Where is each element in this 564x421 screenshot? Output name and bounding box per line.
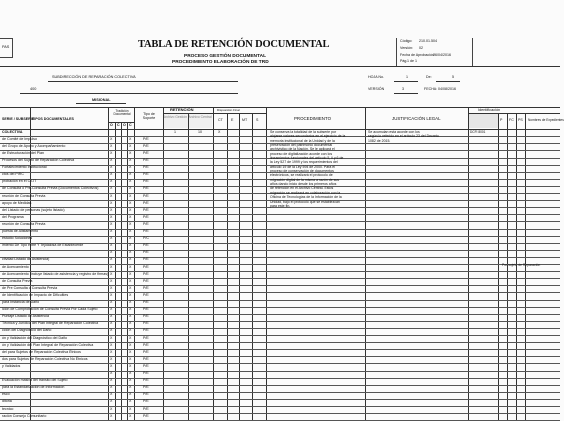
procedimiento-line: migración se realizará en colaboración con la (270, 190, 341, 195)
row-trad-copy: X (129, 371, 132, 376)
retention-central-value: 10 (198, 130, 202, 134)
ident-sub-ps: PS (518, 118, 523, 122)
col-header-tipos: TIPOS DOCUMENTALES (32, 117, 74, 121)
row-document-type: COLECTIVA (2, 129, 23, 134)
row-trad-copy: X (129, 221, 132, 226)
trad-sub-c1: C (117, 123, 120, 127)
de-value: 5 (452, 75, 454, 79)
row-trad-original: X (110, 406, 113, 411)
row-support-type: P/E (143, 406, 149, 411)
row-trad-original: X (110, 356, 113, 361)
ident-convivir-value: DCFI 8001 (470, 130, 486, 134)
disp-sub-e: E (231, 118, 234, 122)
row-support-type: P/E (143, 385, 149, 390)
version-label: VERSIÓN (368, 87, 385, 91)
procedimiento-line: Se conserva la totalidad de la subserie por (270, 130, 337, 134)
row-document-type: Evaluación masiva del tránsito del Sujeto (2, 378, 68, 383)
disp-sub-ct: CT (218, 118, 223, 122)
hoja-label: HOJA No. (368, 75, 384, 79)
row-trad-original: X (110, 214, 113, 219)
row-support-type: P/E (143, 179, 149, 184)
row-trad-original: X (110, 328, 113, 333)
row-document-type: esco (2, 392, 10, 397)
row-trad-copy: X (129, 179, 132, 184)
disposition-ct-mark: X (218, 130, 221, 134)
row-document-type: reunión de Consulta Previa (2, 221, 46, 226)
row-support-type: P/E (143, 158, 149, 163)
row-trad-copy: X (129, 349, 132, 354)
row-support-type: P/E (143, 264, 149, 269)
row-trad-original: X (110, 200, 113, 205)
row-document-type: puesta de Alistamiento (2, 229, 39, 234)
row-document-type: de Acercamiento (2, 264, 29, 269)
procedimiento-line: Unidad, bajo el protocolo que se establezcan (270, 199, 340, 204)
row-trad-copy: X (129, 363, 132, 368)
side-note: Por sujeto de Reparación (502, 263, 541, 267)
row-trad-original: X (110, 257, 113, 262)
row-trad-copy: X (129, 378, 132, 383)
row-trad-copy: X (129, 385, 132, 390)
procedimiento-line: lineamientos funcionales del artículo 5, ii y 6 de (270, 156, 344, 161)
disp-sub-mt: MT (242, 118, 248, 122)
row-trad-copy: X (129, 328, 132, 333)
row-document-type: de Pre Consulta o Consulta Previa (2, 285, 58, 290)
trad-sub-o1: O (110, 123, 113, 127)
row-trad-original: X (110, 179, 113, 184)
row-trad-original: X (110, 236, 113, 241)
hoja-value: 1 (406, 75, 408, 79)
row-trad-copy: X (129, 399, 132, 404)
row-trad-original: X (110, 321, 113, 326)
row-trad-copy: X (129, 229, 132, 234)
row-trad-original: X (110, 378, 113, 383)
row-trad-original: X (110, 307, 113, 312)
procedimiento-line: electrónicos, se realizará el protocolo de (270, 173, 333, 178)
row-support-type: P/E (143, 136, 149, 141)
row-support-type: P/E (143, 271, 149, 276)
row-trad-copy: X (129, 271, 132, 276)
row-support-type: P/E (143, 243, 149, 248)
row-trad-original: X (110, 342, 113, 347)
row-trad-original: X (110, 278, 113, 283)
row-trad-copy: X (129, 356, 132, 361)
procedure-subtitle: PROCEDIMIENTO ELABORACIÓN DE TRD (172, 60, 269, 65)
row-trad-copy: X (129, 143, 132, 148)
row-trad-original: X (110, 207, 113, 212)
ident-sub-nombres: Nombres de Expedientes (528, 118, 564, 122)
row-support-type: P/E (143, 292, 149, 297)
logo-text: PAS (2, 45, 10, 49)
row-trad-original: X (110, 335, 113, 340)
row-support-type: P/E (143, 342, 149, 347)
row-trad-copy: X (129, 236, 132, 241)
meta-date-value: 26/04/2016 (433, 53, 451, 57)
col-header-justificacion: JUSTIFICACIÓN LEGAL (392, 116, 441, 121)
trad-sub-o2: O (123, 123, 126, 127)
meta-page-value: 1 de 1 (407, 59, 417, 63)
row-support-type: P/E (143, 278, 149, 283)
row-support-type: P/E (143, 349, 149, 354)
justificacion-line: Se acumulan esta acorde con los (368, 130, 420, 134)
meta-code-label: Código: (400, 39, 413, 43)
row-trad-copy: X (129, 321, 132, 326)
row-document-type: ración Consejo Comunitario (2, 413, 47, 418)
row-document-type: para Instancia de Daño (2, 300, 40, 305)
ident-sub-p: P (500, 118, 503, 122)
procedimiento-text (270, 130, 364, 208)
procedimiento-line: la Ley 527 de 1999 y los requerimientos del (270, 160, 338, 165)
row-trad-copy: X (129, 307, 132, 312)
row-support-type: P/E (143, 207, 149, 212)
row-trad-copy: X (129, 342, 132, 347)
row-trad-copy: X (129, 335, 132, 340)
row-trad-original: X (110, 371, 113, 376)
row-document-type: ditoria (2, 399, 12, 404)
col-header-soporte: Tipo de Soporte (142, 112, 156, 120)
row-trad-copy: X (129, 172, 132, 177)
row-trad-copy: X (129, 314, 132, 319)
row-trad-original: X (110, 292, 113, 297)
row-trad-copy: X (129, 292, 132, 297)
disp-sub-s: S (256, 118, 259, 122)
row-support-type: P/E (143, 165, 149, 170)
process-subtitle: PROCESO GESTIÓN DOCUMENTAL (184, 54, 266, 59)
row-trad-copy: X (129, 243, 132, 248)
row-trad-original: X (110, 285, 113, 290)
row-document-type: dos para Sujetos de Reparación Colectiva No Étnicos (2, 356, 88, 361)
row-document-type: Procesos del Sujeto de Reparación Colectiva (2, 158, 75, 163)
row-trad-copy: X (129, 136, 132, 141)
row-document-type: de Comité de Impulso (2, 136, 37, 141)
row-support-type: P/E (143, 335, 149, 340)
row-trad-copy: X (129, 285, 132, 290)
row-support-type: P/E (143, 356, 149, 361)
row-document-type: ición de Comprobación de Consulta Previa Por Cada Sujeto (2, 307, 98, 312)
row-trad-original: X (110, 136, 113, 141)
row-support-type: P/E (143, 378, 149, 383)
row-support-type: P/E (143, 307, 149, 312)
row-trad-original: X (110, 150, 113, 155)
procedimiento-line: artículo 19 de la Ley 594 de 2000. Para el (270, 164, 335, 169)
row-trad-original: X (110, 243, 113, 248)
row-support-type: P/E (143, 172, 149, 177)
row-support-type: P/E (143, 371, 149, 376)
row-document-type: tecnico (2, 406, 14, 411)
justificacion-text (368, 130, 466, 143)
row-support-type: P/E (143, 321, 149, 326)
row-trad-copy: X (129, 278, 132, 283)
justificacion-line: según lo referido en el artículo 23 del Decreto (368, 134, 439, 139)
row-support-type: P/E (143, 186, 149, 191)
row-trad-copy: X (129, 158, 132, 163)
row-trad-copy: X (129, 186, 132, 191)
col-header-identificacion: Identificación (478, 108, 501, 112)
dependency-label: SUBDIRECCIÓN DE REPARACIÓN COLECTIVA (52, 75, 136, 79)
row-support-type: P/E (143, 285, 149, 290)
meta-version-value: 02 (419, 46, 423, 50)
row-trad-original: X (110, 399, 113, 404)
row-support-type: P/E (143, 221, 149, 226)
ident-sub-fc: FC (509, 118, 514, 122)
row-document-type: imiento De Tipo entre Y Tejidalosa de Establecerde (2, 243, 84, 248)
row-support-type: P/E (143, 193, 149, 198)
origin-label: MISIONAL (92, 98, 111, 102)
document-title: TABLA DE RETENCIÓN DOCUMENTAL (138, 39, 330, 50)
row-trad-original: X (110, 172, 113, 177)
row-support-type: P/C (143, 236, 149, 241)
row-document-type: y Validados (2, 363, 21, 368)
row-support-type: P/E (143, 314, 149, 319)
row-trad-copy: X (129, 193, 132, 198)
table-top-rule (0, 107, 560, 108)
header-meta-box (396, 38, 473, 66)
retention-gestion-value: 1 (174, 130, 176, 134)
col-header-disposicion: Disposición Final (217, 108, 240, 112)
row-document-type: cción del Diagnóstico del Daño (2, 328, 52, 333)
col-header-serie: SERIE / SUBSERIE (2, 117, 35, 121)
meta-date-label: Fecha de Aprobación: (400, 53, 435, 57)
justificacion-line: 1082 de 2015. (368, 138, 391, 143)
row-trad-original: X (110, 221, 113, 226)
row-support-type: P/E (143, 143, 149, 148)
row-trad-copy: X (129, 250, 132, 255)
row-trad-original: X (110, 186, 113, 191)
row-trad-copy: X (129, 413, 132, 418)
row-document-type: apoyo de Medidas (2, 200, 32, 205)
row-support-type: P/E (143, 328, 149, 333)
row-trad-original: X (110, 158, 113, 163)
row-support-type: P/E (143, 300, 149, 305)
row-trad-original: X (110, 193, 113, 198)
row-support-type: P/E (143, 392, 149, 397)
row-support-type: P/E (143, 214, 149, 219)
header-logo-right (472, 38, 561, 66)
row-document-type: de Consulta o Pre-Consulta Previa (Documentos Colectivos) (2, 186, 99, 191)
row-trad-original: X (110, 314, 113, 319)
row-trad-copy: X (129, 257, 132, 262)
row-trad-copy: X (129, 207, 132, 212)
row-trad-copy: X (129, 392, 132, 397)
row-document-type: Técnica y Jurídica del Plan Integral de Reparación Colectiva (2, 321, 99, 326)
row-support-type: P/E (143, 413, 149, 418)
row-trad-original: X (110, 363, 113, 368)
row-trad-copy: X (129, 200, 132, 205)
fecha-label: FECHA: (424, 87, 438, 91)
row-trad-original: X (110, 271, 113, 276)
row-document-type: probación en el CTJT (2, 179, 37, 184)
row-trad-original: X (110, 385, 113, 390)
header-bottom-rule (0, 66, 560, 67)
row-trad-original: X (110, 413, 113, 418)
version-value: 3 (402, 87, 404, 91)
procedimiento-line: preservación del patrimonio documental (270, 143, 333, 148)
col-header-tradicion: Tradición Documental (113, 109, 131, 117)
row-trad-original: X (110, 143, 113, 148)
row-document-type: de Estructuración del Plan (2, 150, 44, 155)
procedimiento-line: memoria institucional de la Unidad y de la (270, 138, 335, 143)
row-document-type: ctos del PIRC (2, 172, 24, 177)
meta-version-label: Versión: (400, 46, 413, 50)
row-document-type: estudio Soluciones (2, 236, 33, 241)
row-trad-copy: X (129, 150, 132, 155)
fecha-value: 04/08/2016 (438, 87, 456, 91)
procedimiento-line: años dando inicio desde los primeros años (270, 182, 337, 187)
meta-page-label: Pág. (400, 59, 408, 63)
row-document-type: ctivdad Listado de Asistencia) (2, 257, 50, 262)
row-trad-copy: X (129, 214, 132, 219)
row-trad-copy: X (129, 300, 132, 305)
row-trad-original: X (110, 250, 113, 255)
row-document-type: Puntaje Listado de Asistencia (2, 314, 49, 319)
col-header-procedimiento: PROCEDIMIENTO (294, 116, 331, 121)
procedimiento-line: alojarse valores secundarios en el ejercicio de la (270, 134, 346, 139)
row-support-type: P/E (143, 399, 149, 404)
procedimiento-line: migración digital de la misma a razón de sus (270, 177, 340, 182)
row-trad-original: X (110, 349, 113, 354)
row-trad-copy: X (129, 165, 132, 170)
row-document-type: del Grupo de Apoyo y Acompañamiento (2, 143, 66, 148)
procedimiento-line: proceso de conservación de documentos (270, 169, 334, 174)
row-document-type: del Listado de personas (sujeto listado) (2, 207, 65, 212)
row-support-type: P/E (143, 150, 149, 155)
row-document-type: de Identificación de Impacto de Dificulties (2, 292, 69, 297)
row-trad-original: X (110, 229, 113, 234)
row-support-type: P/E (143, 363, 149, 368)
row-trad-copy: X (129, 264, 132, 269)
row-support-type: P/E (143, 200, 149, 205)
procedimiento-line: proceso de digitalización acorde con los (270, 151, 333, 156)
row-document-type: Fortalecimiento Institucional (2, 165, 47, 170)
procedimiento-line: de retención en el Archivo Central. Estos (270, 186, 334, 191)
row-document-type: de Acercamiento (incluye listado de asistencia y registro de firmas) (2, 271, 109, 276)
row-trad-original: X (110, 264, 113, 269)
row-document-type: del Programa (2, 214, 24, 219)
row-document-type: del para Sujetos de Reparación Colectiva Étnicos (2, 349, 81, 354)
row-trad-copy: X (129, 406, 132, 411)
row-support-type: P/E (143, 257, 149, 262)
row-document-type: para la Estandarización de Información (2, 385, 65, 390)
col-header-retencion: RETENCIÓN (170, 107, 194, 112)
row-support-type: P/E (143, 229, 149, 234)
table-row (0, 413, 560, 421)
row-document-type: ón y Validación del Plan Integral de Reparación Colectiva (2, 342, 94, 347)
row-trad-original: X (110, 165, 113, 170)
procedimiento-line: archivístico de la Nación. Se le aplicará el (270, 147, 335, 152)
dependency-code: 400 (30, 87, 37, 91)
row-support-type: P/E (143, 250, 149, 255)
procedimiento-line: para este fin. (270, 203, 291, 208)
procedimiento-line: Oficina de Tecnologías de la Información de la (270, 195, 342, 200)
row-document-type: de Consulta Previa (2, 278, 33, 283)
row-document-type: reunión de Consulta Previa (2, 193, 46, 198)
de-label: De: (426, 75, 432, 79)
row-document-type: ón y Validación del Diagnóstico del Daño (2, 335, 68, 340)
row-trad-original: X (110, 300, 113, 305)
meta-code-value: 210.01.504 (419, 39, 437, 43)
trad-sub-c2: C (129, 123, 132, 127)
row-trad-original: X (110, 392, 113, 397)
